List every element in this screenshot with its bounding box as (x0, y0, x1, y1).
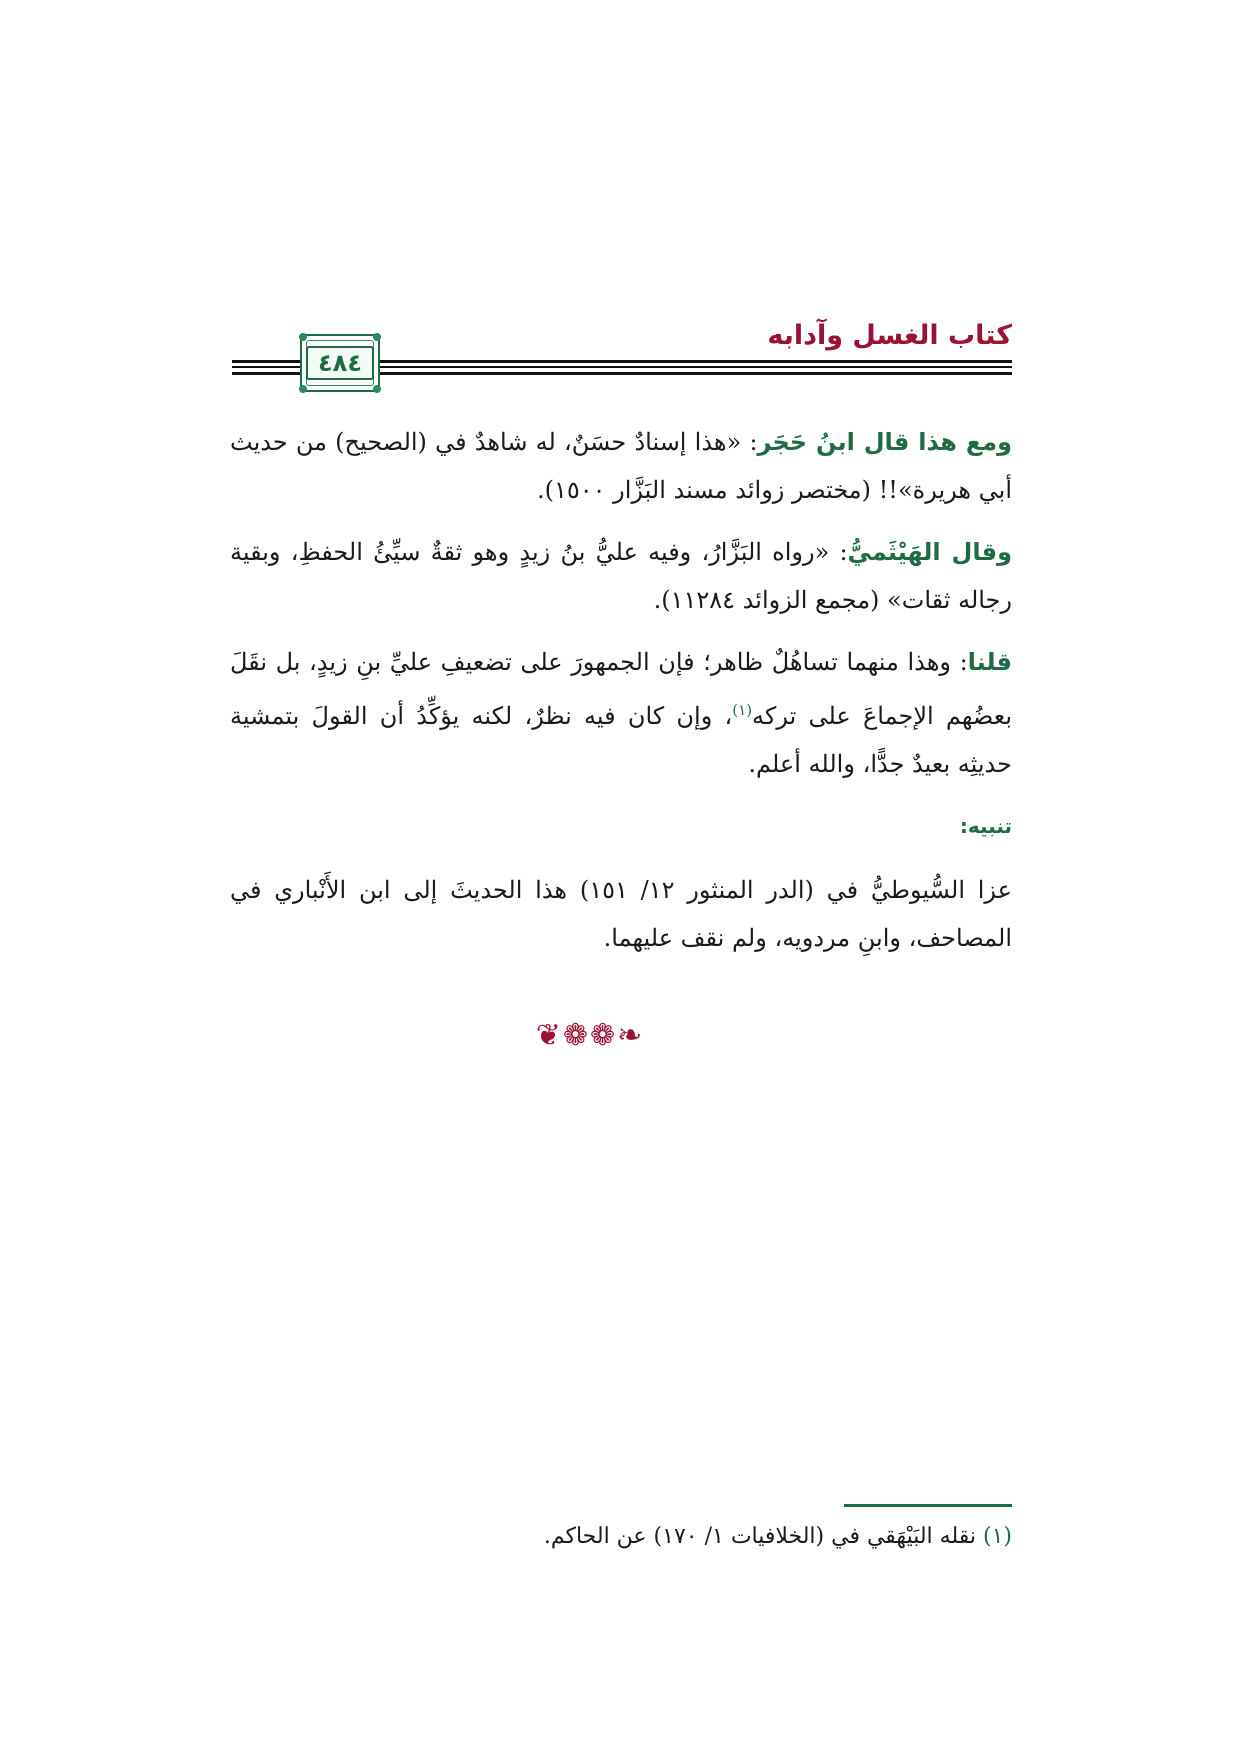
badge-ornament-icon (299, 333, 307, 341)
page-header (232, 318, 1012, 388)
badge-ornament-icon (299, 385, 307, 393)
book-title: كتاب الغسل وآدابه (767, 320, 1012, 351)
main-text (230, 418, 1012, 976)
footnote-text: نقله البَيْهَقي في (الخلافيات ١/ ١٧٠) عن الحاكم. (543, 1524, 983, 1549)
speaker-haythami: وقال الهَيْثَميُّ (847, 538, 1012, 566)
page-number: ٤٨٤ (306, 346, 374, 380)
quote-text: : «رواه البَزَّارُ، وفيه عليُّ بنُ زيدٍ وهو ثقةٌ سيِّئُ الحفظِ، وبقية رجاله ثقات» (مجمع الزوائد ١١٢٨٤). (230, 538, 1012, 614)
badge-ornament-icon (373, 333, 381, 341)
section-end-ornament-icon: ❦❁❁❧ (535, 1018, 645, 1053)
page-number-badge (300, 334, 380, 392)
footnote-separator (844, 1504, 1012, 1507)
paragraph-ibn-hajar (230, 418, 1012, 514)
footnote-reference[interactable]: (١) (732, 701, 753, 719)
quote-text: ، وإن كان فيه نظرٌ، لكنه يؤكِّدُ أن القولَ بتمشية حديثِه بعيدٌ جدًّا، والله أعلم. (230, 702, 1012, 778)
speaker-qulna: قلنا (967, 648, 1012, 676)
paragraph-qulna (230, 638, 1012, 788)
paragraph-note: عزا السُّيوطيُّ في (الدر المنثور ١٢/ ١٥١) هذا الحديثَ إلى ابن الأَنْباري في المصاحف، وابنِ مردويه، ولم نقف عليهما. (230, 876, 1012, 952)
note-heading: تنبيه: (959, 814, 1012, 838)
speaker-ibn-hajar: ومع هذا قال ابنُ حَجَر (757, 428, 1013, 456)
paragraph-haythami (230, 528, 1012, 624)
quote-text: : «هذا إسنادٌ حسَنٌ، له شاهدٌ في (الصحيح) من حديث أبي هريرة»!! (مختصر زوائد مسند البَزَّار ١٥٠٠). (230, 428, 1012, 504)
quote-text: : وهذا منهما تساهُلٌ ظاهر؛ فإن الجمهورَ على تضعيفِ عليِّ بنِ زيدٍ، بل نقَلَ بعضُهم الإجماعَ على تركه (230, 648, 1012, 730)
footnote (232, 1524, 1012, 1549)
badge-ornament-icon (373, 385, 381, 393)
footnote-mark: (١) (982, 1524, 1012, 1549)
